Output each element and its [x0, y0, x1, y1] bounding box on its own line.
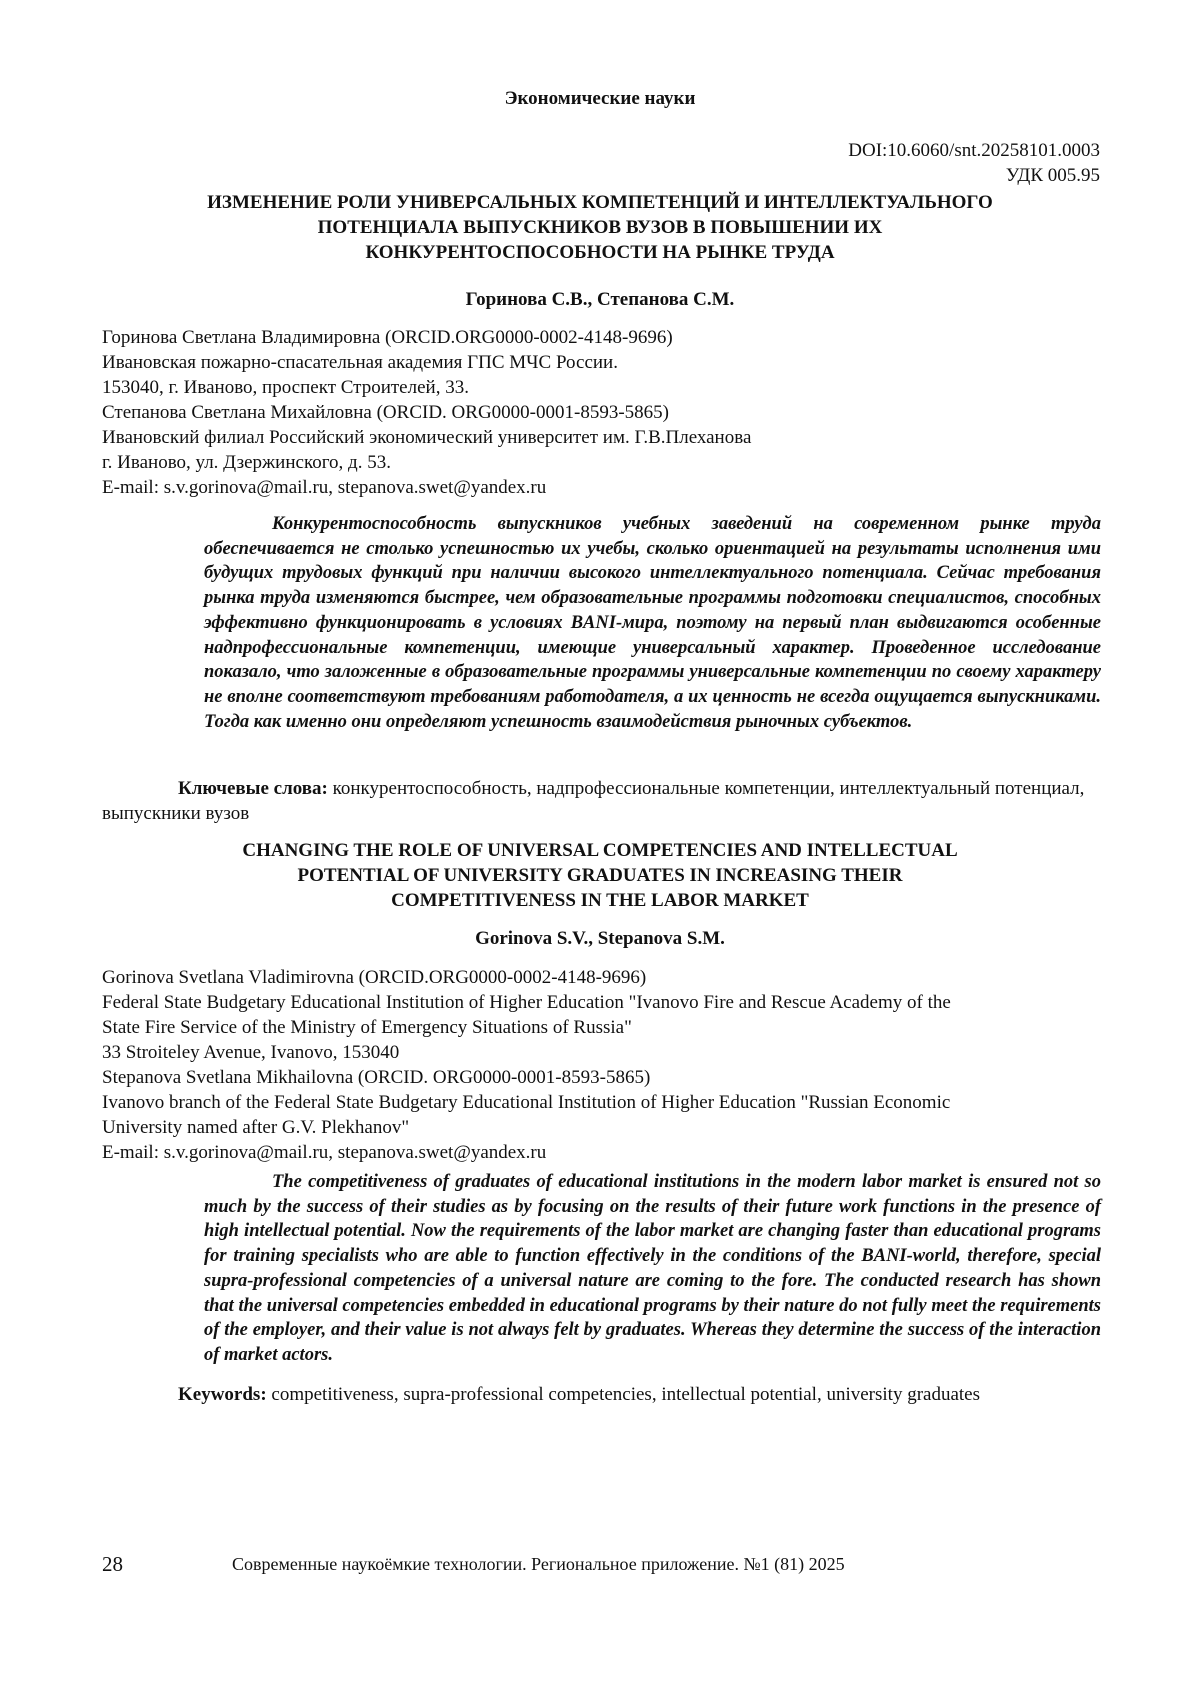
ru-keywords-label: Ключевые слова:: [178, 778, 328, 799]
en-affiliation-line: Ivanovo branch of the Federal State Budgetary Educational Institution of Higher Education "Russian Economic: [102, 1092, 951, 1113]
ru-affiliations: [102, 325, 1102, 500]
en-keywords-text: competitiveness, supra-professional competencies, intellectual potential, university graduates: [266, 1384, 980, 1405]
en-affiliation-line: University named after G.V. Plekhanov": [102, 1117, 410, 1138]
page-number: 28: [102, 1552, 123, 1576]
udc-code: УДК 005.95: [1005, 165, 1100, 186]
en-keywords-label: Keywords:: [178, 1384, 267, 1405]
ru-title-line: ПОТЕНЦИАЛА ВЫПУСКНИКОВ ВУЗОВ В ПОВЫШЕНИИ ИХ: [317, 217, 883, 238]
en-title-line: COMPETITIVENESS IN THE LABOR MARKET: [391, 890, 809, 911]
ru-keywords-text: конкурентоспособность, надпрофессиональные компетенции, интеллектуальный потенциал, выпускники вузов: [102, 778, 1085, 824]
ru-abstract: Конкурентоспособность выпускников учебных заведений на современном рынке труда обеспечивается не столько успешностью их учебы, сколько ориентацией на результаты исполнения ими будущих трудовых функций при наличии высокого интеллектуального потенциала. Сейчас требования рынка труда изменяются быстрее, чем образовательные программы подготовки специалистов, способных эффективно функционировать в условиях BANI-мира, поэтому на первый план выдвигаются особенные надпрофессиональные компетенции, имеющие универсальный характер. Проведенное исследование показало, что заложенные в образовательные программы универсальные компетенции по своему характеру не вполне соответствуют требованиям работодателя, а их ценность не всегда ощущается выпускниками. Тогда как именно они определяют успешность взаимодействия рыночных субъектов.: [204, 514, 1101, 732]
ru-authors: Горинова С.В., Степанова С.М.: [465, 289, 735, 310]
en-title-line: POTENTIAL OF UNIVERSITY GRADUATES IN INCREASING THEIR: [297, 865, 903, 886]
ru-affiliation-line: Ивановский филиал Российский экономический университет им. Г.В.Плеханова: [102, 427, 752, 448]
en-email-line: E-mail: s.v.gorinova@mail.ru, stepanova.swet@yandex.ru: [102, 1142, 547, 1163]
en-affiliation-line: Stepanova Svetlana Mikhailovna (ORCID. ORG0000-0001-8593-5865): [102, 1067, 651, 1088]
en-abstract: The competitiveness of graduates of educational institutions in the modern labor market is ensured not so much by the success of their studies as by focusing on the results of their future work functions in the presence of high intellectual potential. Now the requirements of the labor market are changing faster than educational programs for training specialists who are able to function effectively in the conditions of the BANI-world, therefore, special supra-professional competencies of a universal nature are coming to the fore. The conducted research has shown that the universal competencies embedded in educational programs by their nature do not fully meet the requirements of the employer, and their value is not always felt by graduates. Whereas they determine the success of the interaction of market actors.: [204, 1172, 1101, 1365]
ru-title-line: ИЗМЕНЕНИЕ РОЛИ УНИВЕРСАЛЬНЫХ КОМПЕТЕНЦИЙ И ИНТЕЛЛЕКТУАЛЬНОГО: [207, 192, 993, 213]
en-affiliations: [102, 965, 1102, 1165]
en-affiliation-line: Gorinova Svetlana Vladimirovna (ORCID.ORG0000-0002-4148-9696): [102, 967, 647, 988]
en-title-line: CHANGING THE ROLE OF UNIVERSAL COMPETENCIES AND INTELLECTUAL: [242, 840, 958, 861]
ru-affiliation-line: Ивановская пожарно-спасательная академия ГПС МЧС России.: [102, 352, 618, 373]
journal-name: Современные наукоёмкие технологии. Региональное приложение. №1 (81) 2025: [232, 1554, 845, 1574]
ru-affiliation-line: Горинова Светлана Владимировна (ORCID.ORG0000-0002-4148-9696): [102, 327, 673, 348]
en-affiliation-line: 33 Stroiteley Avenue, Ivanovo, 153040: [102, 1042, 400, 1063]
doi[interactable]: DOI:10.6060/snt.20258101.0003: [848, 140, 1100, 161]
ru-affiliation-line: 153040, г. Иваново, проспект Строителей, 33.: [102, 377, 469, 398]
en-authors: Gorinova S.V., Stepanova S.M.: [475, 928, 725, 949]
ru-keywords: [102, 776, 1102, 826]
ru-affiliation-line: Степанова Светлана Михайловна (ORCID. ORG0000-0001-8593-5865): [102, 402, 669, 423]
en-affiliation-line: State Fire Service of the Ministry of Emergency Situations of Russia": [102, 1017, 632, 1038]
ru-title-line: КОНКУРЕНТОСПОСОБНОСТИ НА РЫНКЕ ТРУДА: [365, 242, 835, 263]
en-affiliation-line: Federal State Budgetary Educational Institution of Higher Education "Ivanovo Fire and Rescue Academy of the: [102, 992, 951, 1013]
en-title: [100, 838, 1100, 913]
ru-affiliation-line: г. Иваново, ул. Дзержинского, д. 53.: [102, 452, 391, 473]
ru-email-line: E-mail: s.v.gorinova@mail.ru, stepanova.swet@yandex.ru: [102, 477, 547, 498]
article-identifiers: [848, 138, 1100, 188]
en-keywords: [102, 1382, 1102, 1407]
ru-title: [100, 190, 1100, 265]
section-heading: Экономические науки: [504, 88, 696, 109]
